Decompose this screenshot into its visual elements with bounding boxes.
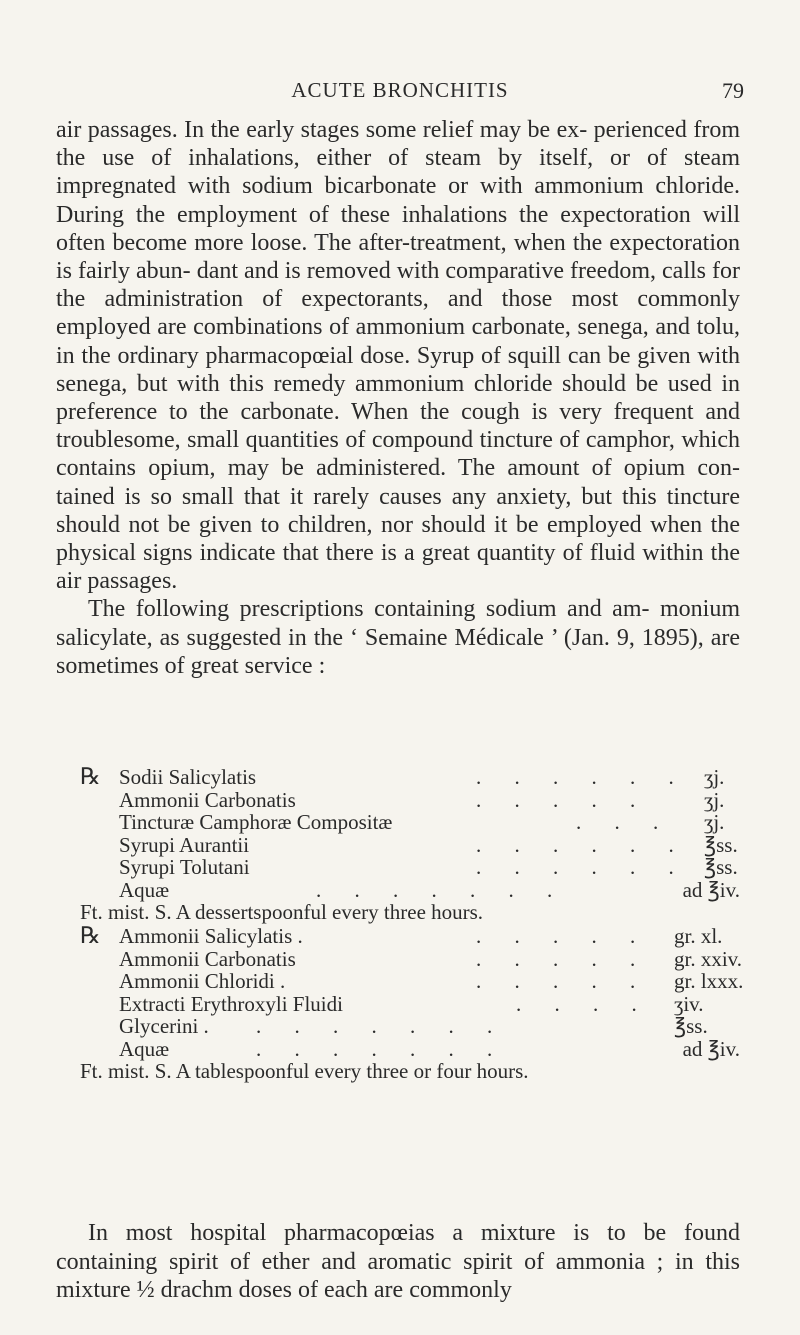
ingredient-name: Glycerini . — [119, 1014, 209, 1038]
ingredient-dose: gr. xxiv. — [674, 946, 743, 971]
ingredient-dose: ʒj. — [704, 810, 725, 834]
ingredient-name: Sodii Salicylatis — [119, 765, 257, 789]
ingredient-dose: ℥ss. — [674, 1014, 708, 1038]
ingredient-name: Ammonii Carbonatis — [119, 787, 296, 812]
paragraph: In most hospital pharmacopœias a mixture is to be found containing spirit of ether and aromatic spirit of ammonia ; in this mixture ½ drachm doses of each are commonly — [56, 1220, 740, 1303]
prescription-directions: Ft. mist. S. A dessertspoonful every three hours. — [80, 900, 484, 924]
ingredient-name: Tincturæ Camphoræ Compositæ — [119, 810, 393, 834]
ingredient-dose: gr. lxxx. — [674, 969, 744, 993]
leader-dots: . . . . . . — [476, 832, 688, 857]
leader-dots: . . . . . . — [476, 855, 688, 879]
leader-dots: . . . . . — [476, 924, 650, 948]
prescription-line — [56, 879, 740, 902]
closing-text — [56, 1219, 740, 1305]
ingredient-dose: ʒiv. — [674, 991, 704, 1016]
paragraph: air passages. In the early stages some relief may be ex- perienced from the use of inhalations, either of steam by itself, or of steam impregnated with sodium bicarbonate or with ammonium chloride. During the employment of these inhalations the expectoration will often become more loose. The after-treatment, when the expectoration is fairly abun- dant and is removed with comparative freedom, calls for the administration of expectorants, and those most commonly employed are combinations of ammonium carbonate, senega, and tolu, in the ordinary pharmacopœial dose. Syrup of squill can be given with senega, but with this remedy ammonium chloride should be used in preference to the carbonate. When the cough is very frequent and troublesome, small quantities of compound tincture of camphor, which contains opium, may be administered. The amount of opium con- tained is so small that it rarely causes any anxiety, but this tincture should not be given to children, nor should it be employed when the physical signs indicate that there is a great quantity of fluid within the air passages. — [56, 117, 740, 595]
prescription-1 — [56, 766, 740, 924]
prescription-line — [56, 834, 740, 857]
leader-dots: . . . . . — [476, 787, 650, 812]
ingredient-dose: ʒj. — [704, 787, 725, 812]
ingredient-name: Aquæ — [119, 877, 170, 902]
prescription-line — [56, 993, 740, 1016]
prescription-line — [56, 1015, 740, 1038]
ingredient-dose: ℥ss. — [704, 832, 738, 857]
prescription-directions: Ft. mist. S. A tablespoonful every three or four hours. — [80, 1059, 529, 1083]
ingredient-name: Ammonii Carbonatis — [119, 946, 296, 971]
leader-dots: . . . . . . . — [256, 1036, 507, 1061]
leader-dots: . . . . . . . — [316, 877, 567, 902]
prescription-line — [56, 856, 740, 879]
ingredient-name: Aquæ — [119, 1036, 170, 1061]
ingredient-dose: ad ℥iv. — [682, 877, 740, 902]
ingredient-dose: ʒj. — [704, 765, 725, 789]
ingredient-dose: ad ℥iv. — [682, 1036, 740, 1061]
paragraph: The following prescriptions containing sodium and am- monium salicylate, as suggested in the ‘ Semaine Médicale ’ (Jan. 9, 1895), are sometimes of great service : — [56, 596, 740, 679]
prescription-line — [56, 925, 740, 948]
prescription-line — [56, 969, 744, 993]
leader-dots: . . . . . . — [476, 765, 688, 789]
prescription-line — [56, 811, 740, 834]
body-text — [56, 116, 740, 680]
prescription-line — [56, 789, 740, 812]
leader-dots: . . . . . . . — [256, 1014, 507, 1038]
leader-dots: . . . . . — [476, 969, 650, 993]
ingredient-name: Extracti Erythroxyli Fluidi — [119, 991, 343, 1016]
prescription-line — [56, 1038, 740, 1061]
prescription-line — [56, 946, 743, 971]
recipe-symbol: ℞ — [80, 764, 101, 789]
page-number: 79 — [722, 78, 744, 103]
running-title: ACUTE BRONCHITIS — [291, 78, 509, 102]
leader-dots: . . . . . — [476, 946, 650, 971]
ingredient-dose: ℥ss. — [704, 855, 738, 879]
prescription-directions-row — [56, 901, 740, 924]
ingredient-name: Syrupi Aurantii — [119, 832, 250, 857]
prescription-directions-row — [56, 1060, 740, 1083]
ingredient-name: Ammonii Chloridi . — [119, 969, 286, 993]
page-header — [0, 78, 800, 108]
ingredient-name: Ammonii Salicylatis . — [119, 924, 303, 948]
ingredient-name: Syrupi Tolutani — [119, 855, 250, 879]
recipe-symbol: ℞ — [80, 923, 101, 948]
leader-dots: . . . — [576, 810, 673, 834]
prescription-2 — [56, 923, 744, 1083]
leader-dots: . . . . — [516, 991, 651, 1016]
prescription-line — [56, 766, 740, 789]
ingredient-dose: gr. xl. — [674, 924, 723, 948]
